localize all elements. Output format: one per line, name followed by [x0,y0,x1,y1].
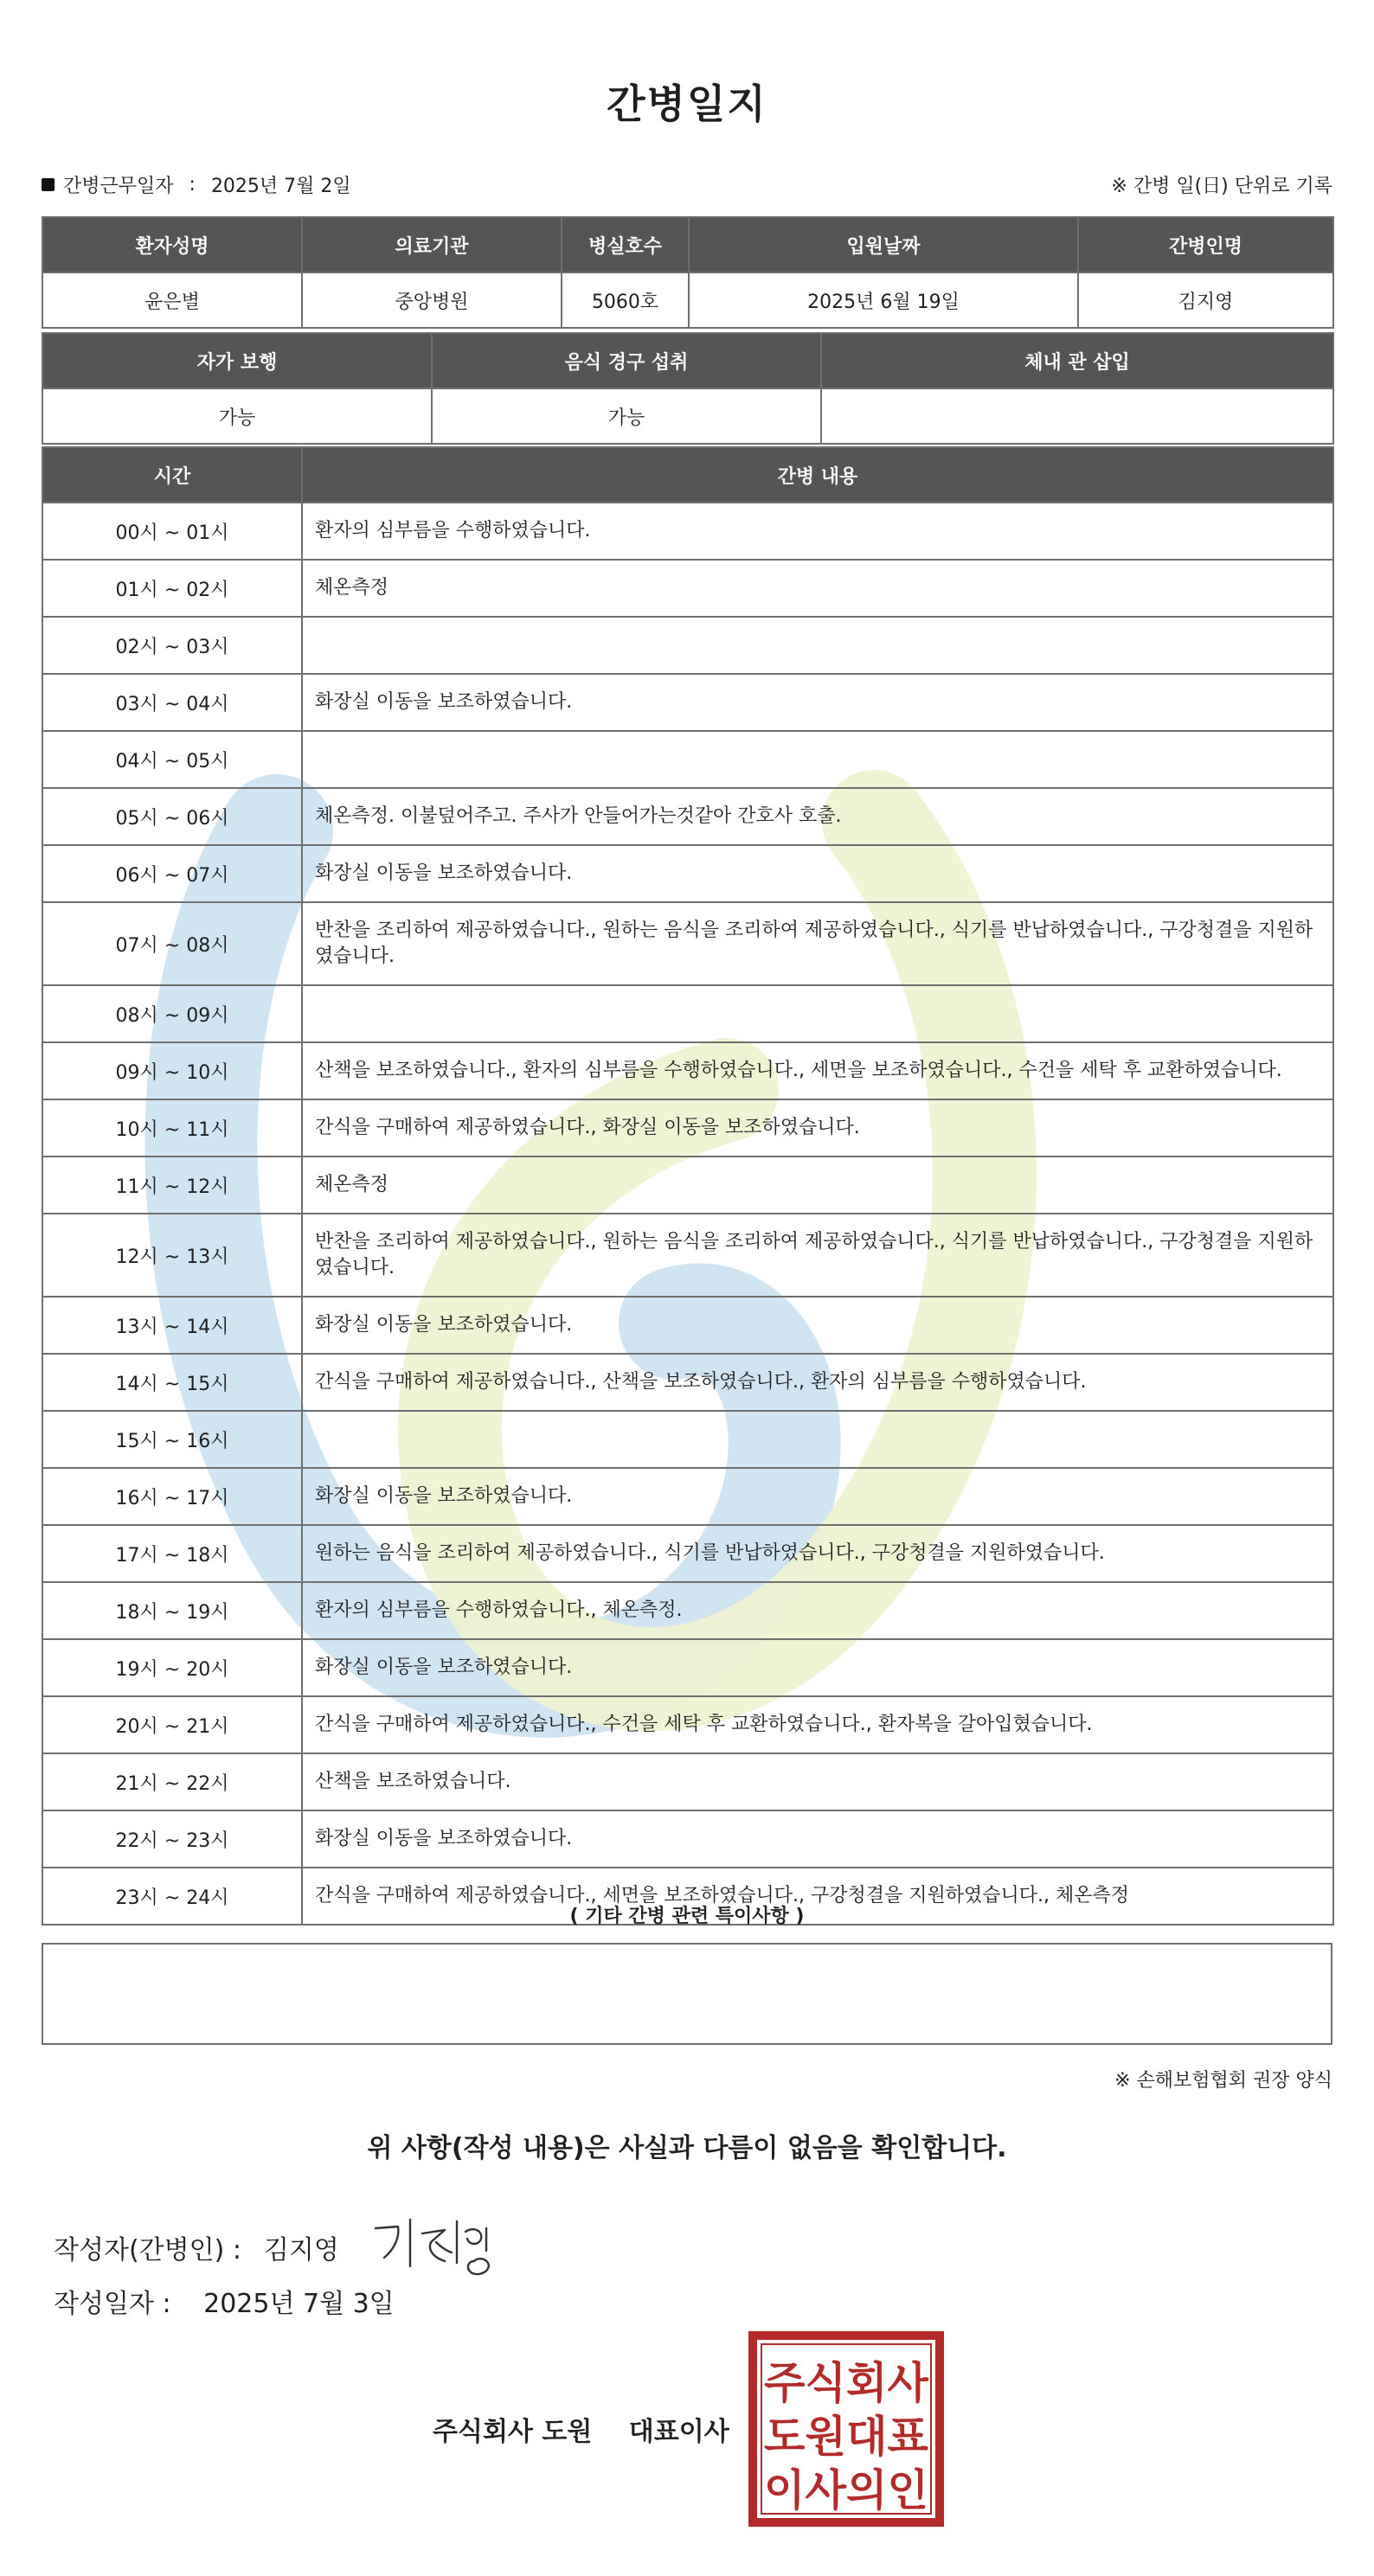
written-date-row [54,2282,395,2320]
seal-line-3: 이사의인 [764,2465,928,2515]
log-row [42,1639,1333,1696]
company-signature-line [433,2410,729,2448]
patient-info-table [42,216,1334,329]
log-time: 00시 ~ 01시 [42,503,302,560]
log-time: 02시 ~ 03시 [42,617,302,674]
log-time: 21시 ~ 22시 [42,1753,302,1810]
log-row [42,985,1333,1042]
log-time: 20시 ~ 21시 [42,1696,302,1753]
log-time: 11시 ~ 12시 [42,1157,302,1214]
header-caregiver-name: 간병인명 [1078,217,1333,272]
log-time: 07시 ~ 08시 [42,902,302,985]
log-time: 22시 ~ 23시 [42,1810,302,1868]
log-content: 화장실 이동을 보조하였습니다. [302,845,1333,902]
log-content: 산책을 보조하였습니다. [302,1753,1333,1810]
log-time: 17시 ~ 18시 [42,1525,302,1582]
hourly-care-log-table [42,446,1334,1926]
log-content: 간식을 구매하여 제공하였습니다., 화장실 이동을 보조하였습니다. [302,1099,1333,1157]
log-row [42,1042,1333,1099]
written-date-label: 작성일자 : [54,2289,171,2319]
admission-date: 2025년 6월 19일 [689,272,1078,328]
square-bullet-icon [42,178,55,191]
log-row [42,1582,1333,1639]
log-row [42,1810,1333,1868]
author-label: 작성자(간병인) : [54,2235,241,2265]
log-content: 간식을 구매하여 제공하였습니다., 세면을 보조하였습니다., 구강청결을 지원하였습니다., 체온측정 [302,1868,1333,1925]
header-care-content: 간병 내용 [302,447,1333,503]
log-row [42,1297,1333,1354]
log-time: 09시 ~ 10시 [42,1042,302,1099]
log-time: 01시 ~ 02시 [42,560,302,617]
company-name: 주식회사 도원 [433,2417,593,2447]
patient-status-header-row [42,333,1333,388]
patient-status-table [42,332,1334,445]
log-content: 화장실 이동을 보조하였습니다. [302,1810,1333,1868]
patient-info-value-row [42,272,1333,328]
log-row [42,902,1333,985]
log-content [302,1411,1333,1468]
log-content: 반찬을 조리하여 제공하였습니다., 원하는 음식을 조리하여 제공하였습니다., 식기를 반납하였습니다., 구강청결을 지원하였습니다. [302,1214,1333,1297]
log-content: 체온측정. 이불덮어주고. 주사가 안들어가는것같아 간호사 호출. [302,788,1333,845]
tube-insertion-value [821,388,1333,444]
log-content [302,617,1333,674]
header-tube-insertion: 체내 관 삽입 [821,333,1333,388]
log-content: 산책을 보조하였습니다., 환자의 심부름을 수행하였습니다., 세면을 보조하였습니다., 수건을 세탁 후 교환하였습니다. [302,1042,1333,1099]
patient-status-value-row [42,388,1333,444]
header-self-walking: 자가 보행 [42,333,432,388]
special-notes-box [42,1943,1332,2045]
log-row [42,1214,1333,1297]
log-row [42,1525,1333,1582]
log-row [42,674,1333,731]
log-time: 23시 ~ 24시 [42,1868,302,1925]
author-name: 김지영 [263,2235,339,2265]
patient-info-header-row [42,217,1333,272]
log-time: 10시 ~ 11시 [42,1099,302,1157]
log-row [42,617,1333,674]
record-unit-note: ※ 간병 일(日) 단위로 기록 [1111,176,1332,197]
log-row [42,1099,1333,1157]
log-content: 원하는 음식을 조리하여 제공하였습니다., 식기를 반납하였습니다., 구강청결을 지원하였습니다. [302,1525,1333,1582]
work-date-label: 간병근무일자 [63,176,174,197]
log-row [42,503,1333,560]
patient-name: 윤은별 [42,272,302,328]
log-content: 반찬을 조리하여 제공하였습니다., 원하는 음식을 조리하여 제공하였습니다., 식기를 반납하였습니다., 구강청결을 지원하였습니다. [302,902,1333,985]
log-row [42,1157,1333,1214]
header-patient-name: 환자성명 [42,217,302,272]
confirmation-statement: 위 사항(작성 내용)은 사실과 다름이 없음을 확인합니다. [367,2133,1007,2163]
log-content: 화장실 이동을 보조하였습니다. [302,674,1333,731]
log-content: 환자의 심부름을 수행하였습니다., 체온측정. [302,1582,1333,1639]
written-date-value: 2025년 7월 3일 [203,2289,395,2319]
oral-intake-value: 가능 [432,388,821,444]
log-content: 간식을 구매하여 제공하였습니다., 수건을 세탁 후 교환하였습니다., 환자복을 갈아입혔습니다. [302,1696,1333,1753]
log-content: 환자의 심부름을 수행하였습니다. [302,503,1333,560]
log-row [42,788,1333,845]
seal-line-1: 주식회사 [764,2358,929,2408]
hospital-name: 중앙병원 [302,272,562,328]
log-row [42,1354,1333,1411]
header-hospital: 의료기관 [302,217,562,272]
log-time: 03시 ~ 04시 [42,674,302,731]
header-admission-date: 입원날짜 [689,217,1078,272]
header-oral-intake: 음식 경구 섭취 [432,333,821,388]
log-time: 13시 ~ 14시 [42,1297,302,1354]
caregiver-name: 김지영 [1078,272,1333,328]
room-number: 5060호 [562,272,689,328]
log-content [302,731,1333,788]
log-row [42,845,1333,902]
log-time: 05시 ~ 06시 [42,788,302,845]
handwritten-signature [365,2213,512,2282]
work-date-row [42,171,1332,202]
log-time: 15시 ~ 16시 [42,1411,302,1468]
log-time: 12시 ~ 13시 [42,1214,302,1297]
log-content: 간식을 구매하여 제공하였습니다., 산책을 보조하였습니다., 환자의 심부름을 수행하였습니다. [302,1354,1333,1411]
log-content: 체온측정 [302,1157,1333,1214]
work-date-value: 2025년 7월 2일 [210,176,351,197]
special-notes-title: ( 기타 간병 관련 특이사항 ) [569,1906,805,1927]
log-content: 화장실 이동을 보조하였습니다. [302,1639,1333,1696]
log-row [42,1411,1333,1468]
author-row [54,2213,512,2282]
header-time: 시간 [42,447,302,503]
log-time: 14시 ~ 15시 [42,1354,302,1411]
log-time: 16시 ~ 17시 [42,1468,302,1525]
log-time: 19시 ~ 20시 [42,1639,302,1696]
page-title: 간병일지 [607,80,767,127]
log-content: 화장실 이동을 보조하였습니다. [302,1468,1333,1525]
log-row [42,1468,1333,1525]
self-walking-value: 가능 [42,388,432,444]
log-header-row [42,447,1333,503]
log-time: 06시 ~ 07시 [42,845,302,902]
log-time: 04시 ~ 05시 [42,731,302,788]
company-seal-stamp [748,2330,945,2528]
log-row [42,560,1333,617]
seal-line-2: 도원대표 [764,2412,929,2462]
log-content: 체온측정 [302,560,1333,617]
log-row [42,731,1333,788]
work-date-separator: : [189,174,196,195]
form-source-note: ※ 손해보험협회 권장 양식 [1114,2070,1332,2092]
company-rep-title: 대표이사 [628,2417,729,2447]
log-row [42,1753,1333,1810]
log-content [302,985,1333,1042]
log-time: 08시 ~ 09시 [42,985,302,1042]
log-time: 18시 ~ 19시 [42,1582,302,1639]
header-room-number: 병실호수 [562,217,689,272]
log-content: 화장실 이동을 보조하였습니다. [302,1297,1333,1354]
log-row [42,1696,1333,1753]
